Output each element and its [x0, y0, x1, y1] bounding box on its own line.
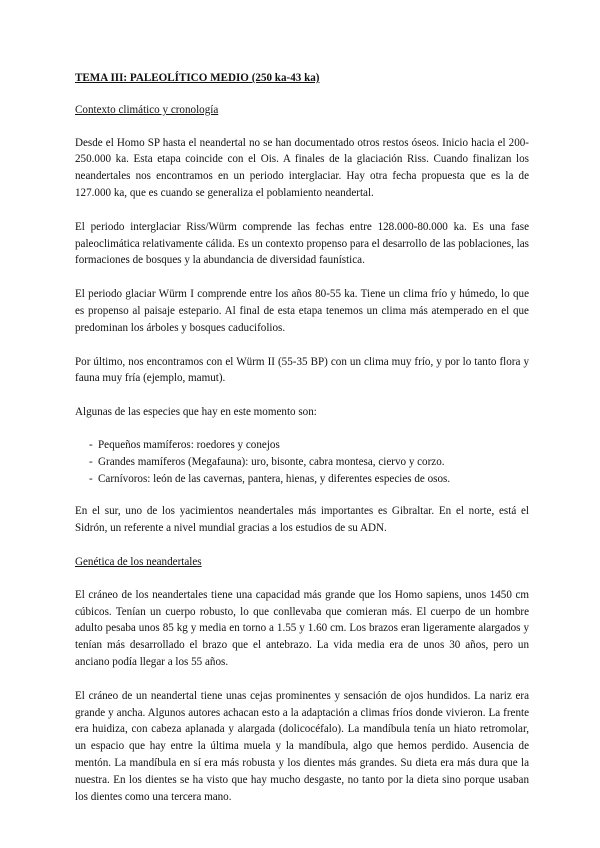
- species-list: [75, 437, 529, 487]
- paragraph-climate-3: El periodo glaciar Würm I comprende entre los años 80-55 ka. Tiene un clima frío y húmedo, lo que es propenso al paisaje estepario. Al final de esta etapa tenemos un clima más atemperado en el que predominan los árboles y bosques caducifolios.: [75, 288, 529, 334]
- document-page: [75, 70, 529, 822]
- section-heading-climate: Contexto climático y cronología: [75, 103, 219, 116]
- paragraph-climate-2: El periodo interglaciar Riss/Würm comprende las fechas entre 128.000-80.000 ka. Es una fase paleoclimática relativamente cálida. Es un contexto propenso para el desarrollo de las poblaciones, las formaciones de bosques y la abundancia de diversidad faunística.: [75, 220, 529, 267]
- paragraph-species-intro: Algunas de las especies que hay en este momento son:: [75, 406, 317, 419]
- paragraph-genetics-1: El cráneo de los neandertales tiene una capacidad más grande que los Homo sapiens, unos 1450 cm cúbicos. Tenían un cuerpo robusto, lo que conllevaba que comieran más. El cuerpo de un hombre adulto pesaba unos 85 kg y media en torno a 1.55 y 1.60 cm. Los brazos eran ligeramente alargados y tenían más desarrollado el brazo que el antebrazo. La vida media era de unos 30 años, pero un anciano podía llegar a los 55 años.: [75, 588, 529, 668]
- section-heading-genetics: Genética de los neandertales: [75, 555, 202, 568]
- list-item: - Carnívoros: león de las cavernas, pantera, hienas, y diferentes especies de osos.: [75, 471, 529, 488]
- paragraph-genetics-2: El cráneo de un neandertal tiene unas cejas prominentes y sensación de ojos hundidos. La nariz era grande y ancha. Algunos autores achacan esto a la adaptación a climas fríos donde vivieron. La frente era huidiza, con cabeza aplanada y alargada (dolicocéfalo). La mandíbula tenía un hiato retromolar, un espacio que hay entre la última muela y la mandíbula, algo que hemos perdido. Ausencia de mentón. La mandíbula en sí era más robusta y los dientes más grandes. Su dieta era más dura que la nuestra. En los dientes se ha visto que hay mucho desgaste, no tanto por la dieta sino porque usaban los dientes como una tercera mano.: [75, 689, 529, 803]
- paragraph-climate-4: Por último, nos encontramos con el Würm II (55-35 BP) con un clima muy frío, y por lo tanto flora y fauna muy fría (ejemplo, mamut).: [75, 355, 529, 385]
- list-item: - Pequeños mamíferos: roedores y conejos: [75, 437, 529, 454]
- list-item: - Grandes mamíferos (Megafauna): uro, bisonte, cabra montesa, ciervo y corzo.: [75, 454, 529, 471]
- paragraph-sites: En el sur, uno de los yacimientos neandertales más importantes es Gibraltar. En el norte, está el Sidrón, un referente a nivel mundial gracias a los estudios de su ADN.: [75, 505, 529, 535]
- paragraph-climate-1: Desde el Homo SP hasta el neandertal no se han documentado otros restos óseos. Inicio hacia el 200-250.000 ka. Esta etapa coincide con el Ois. A finales de la glaciación Riss. Cuando finalizan los neandertales nos encontramos en un periodo interglaciar. Hay otra fecha propuesta que es la de 127.000 ka, que es cuando se generaliza el poblamiento neandertal.: [75, 136, 529, 199]
- page-title: TEMA III: PALEOLÍTICO MEDIO (250 ka-43 ka): [75, 72, 320, 84]
